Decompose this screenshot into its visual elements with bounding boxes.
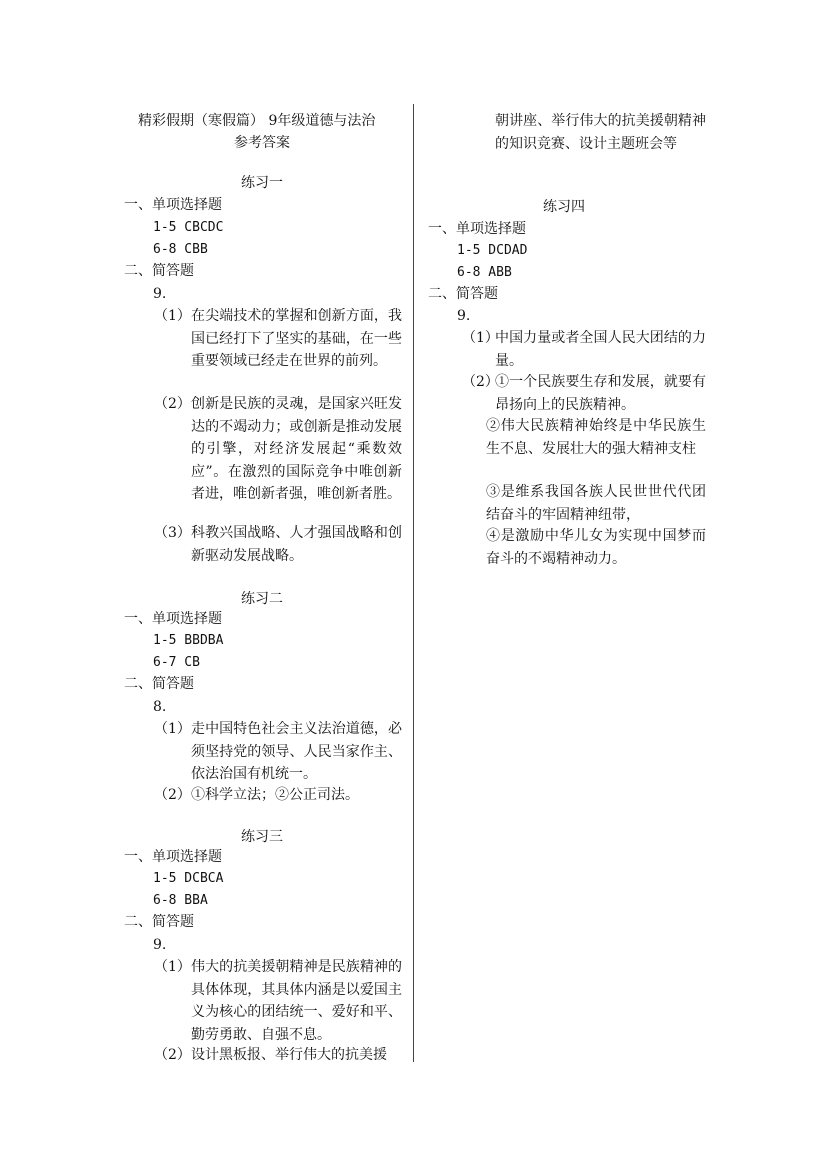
answer-paragraph: ①一个民族要生存和发展，就要有昂扬向上的民族精神。 [495,374,706,413]
answer-line: 6-8 BBA [153,893,208,908]
item-marker: （1） [154,721,191,737]
item-marker: （2） [154,787,191,803]
question-number: 9. [153,286,167,302]
answer-paragraph: 科教兴国战略、人才强国战略和创新驱动发展战略。 [191,525,402,564]
right-column [414,0,827,1169]
section-short-answer: 二、简答题 [428,286,498,302]
item-marker: （3） [154,525,191,541]
item-marker: （2） [154,1047,191,1063]
item-marker: （1） [154,308,191,324]
section-short-answer: 二、简答题 [124,676,194,692]
answer-paragraph: 设计黑板报、举行伟大的抗美援 [191,1047,387,1063]
section-short-answer: 二、简答题 [124,914,194,930]
answer-paragraph: 在尖端技术的掌握和创新方面，我国已经打下了坚实的基础，在一些重要领域已经走在世界的前列。 [191,308,402,369]
section-single-choice: 一、单项选择题 [124,197,222,213]
answer-line: 1-5 DCDAD [457,243,528,258]
item-marker: （2） [154,396,191,412]
question-number: 8. [153,699,167,715]
section-short-answer: 二、简答题 [124,263,194,279]
document-subtitle: 参考答案 [234,135,290,151]
section-single-choice: 一、单项选择题 [124,611,222,627]
answer-line: 1-5 CBCDC [153,220,224,235]
answer-paragraph: 中国力量或者全国人民大团结的力量。 [495,330,706,369]
answer-line: 6-8 ABB [457,265,512,280]
exercise-2-title: 练习二 [241,591,283,607]
left-column [0,0,413,1169]
answer-paragraph: 走中国特色社会主义法治道德，必须坚持党的领导、人民当家作主、依法治国有机统一。 [191,721,402,782]
answer-line: 6-7 CB [153,655,200,670]
answer-line: 6-8 CBB [153,242,208,257]
answer-paragraph: ①科学立法；②公正司法。 [191,787,359,803]
document-title: 精彩假期（寒假篇） 9年级道德与法治 [138,113,376,129]
answer-line: 1-5 DCBCA [153,871,224,886]
answer-paragraph: ④是激励中华儿女为实现中国梦而奋斗的不竭精神动力。 [486,528,706,567]
section-single-choice: 一、单项选择题 [428,221,526,237]
item-marker: （2） [462,374,499,390]
item-marker: （1） [154,959,191,975]
exercise-3-title: 练习三 [241,829,283,845]
item-marker: （1） [462,330,499,346]
answer-paragraph: ②伟大民族精神始终是中华民族生生不息、发展壮大的强大精神支柱 [486,418,706,457]
exercise-4-title: 练习四 [543,199,585,215]
answer-paragraph-continued: 朝讲座、举行伟大的抗美援朝精神的知识竞赛、设计主题班会等 [495,113,706,152]
section-single-choice: 一、单项选择题 [124,849,222,865]
answer-line: 1-5 BBDBA [153,633,224,648]
exercise-1-title: 练习一 [241,175,283,191]
question-number: 9. [153,937,167,953]
answer-paragraph: ③是维系我国各族人民世世代代团结奋斗的牢固精神纽带， [486,484,706,523]
question-number: 9. [457,308,471,324]
answer-paragraph: 创新是民族的灵魂，是国家兴旺发达的不竭动力；或创新是推动发展的引擎，对经济发展起“乘数效应”。在激烈的国际竞争中唯创新者进，唯创新者强，唯创新者胜。 [191,396,402,502]
answer-paragraph: 伟大的抗美援朝精神是民族精神的具体体现，其具体内涵是以爱国主义为核心的团结统一、爱好和平、勤劳勇敢、自强不息。 [191,959,402,1043]
